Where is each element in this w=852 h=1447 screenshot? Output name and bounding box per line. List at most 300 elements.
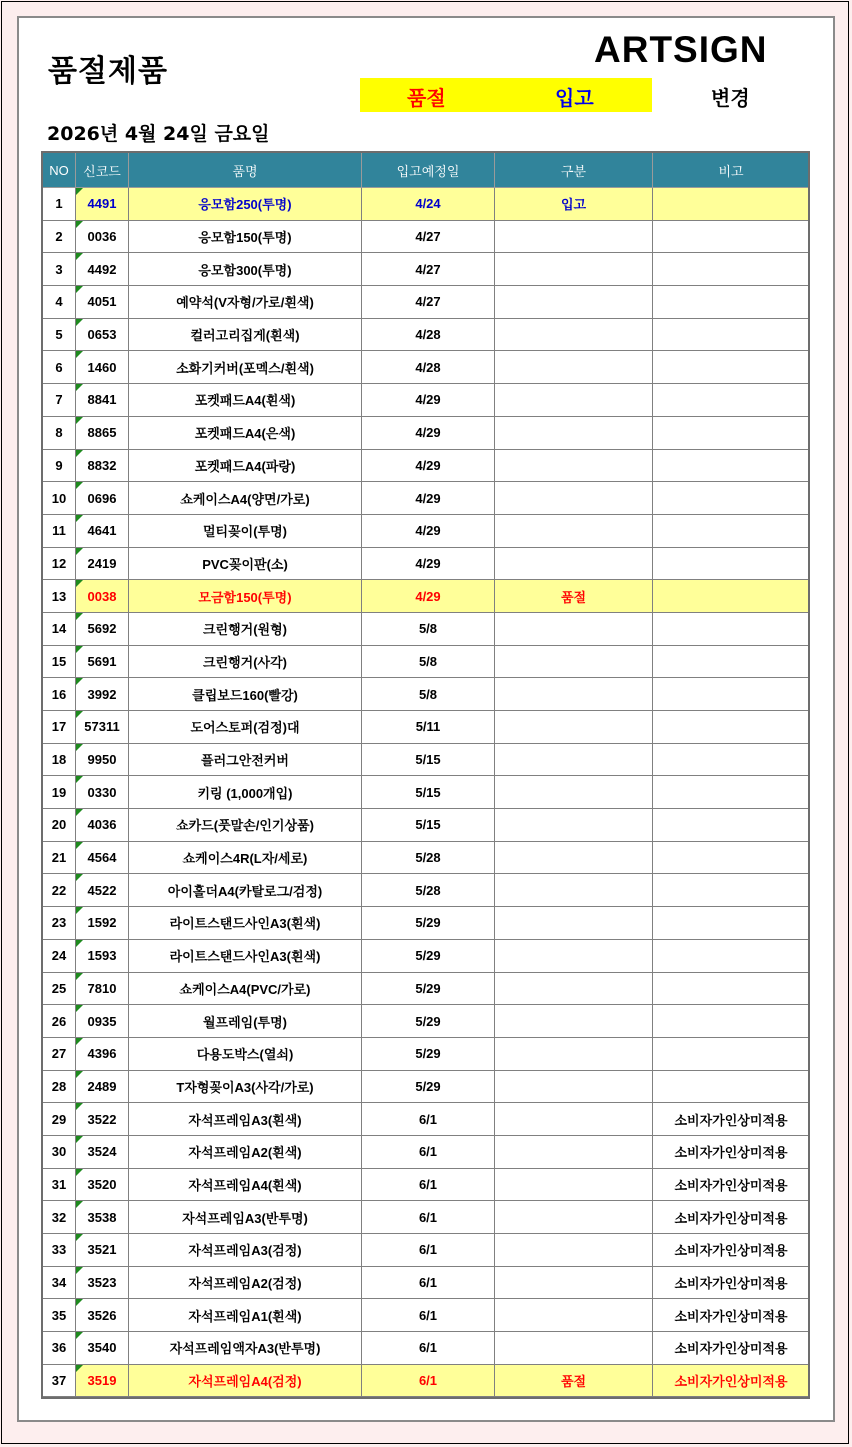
product-code-cell[interactable]: [76, 1168, 129, 1201]
note-cell[interactable]: [653, 645, 810, 678]
status-cell[interactable]: [495, 1037, 653, 1070]
expected-date-cell[interactable]: 4/29: [362, 449, 495, 482]
status-cell[interactable]: 품절: [495, 580, 653, 613]
row-number[interactable]: 20: [43, 809, 76, 842]
product-name-cell[interactable]: 라이트스탠드사인A3(흰색): [129, 939, 362, 972]
expected-date-cell[interactable]: 5/28: [362, 874, 495, 907]
product-code-cell[interactable]: [76, 743, 129, 776]
note-cell[interactable]: [653, 972, 810, 1005]
product-name-cell[interactable]: 크린행거(사각): [129, 645, 362, 678]
product-code-text: 1460: [87, 359, 117, 375]
table-row: [43, 220, 810, 253]
status-cell[interactable]: [495, 449, 653, 482]
product-code-text: 1593: [87, 948, 117, 964]
note-cell[interactable]: [653, 874, 810, 907]
status-cell[interactable]: [495, 809, 653, 842]
comment-indicator-icon: [76, 940, 83, 947]
product-name-cell[interactable]: 라이트스탠드사인A3(흰색): [129, 907, 362, 940]
status-cell[interactable]: 품절: [495, 1364, 653, 1397]
product-code-cell[interactable]: [76, 809, 129, 842]
page-title: 품절제품: [48, 54, 168, 89]
row-number[interactable]: 19: [43, 776, 76, 809]
status-cell[interactable]: [495, 1299, 653, 1332]
comment-indicator-icon: [76, 1201, 83, 1208]
note-cell[interactable]: [653, 612, 810, 645]
product-name-cell[interactable]: 크린행거(원형): [129, 612, 362, 645]
product-code-cell[interactable]: [76, 188, 129, 221]
product-name-cell[interactable]: 월프레임(투명): [129, 1005, 362, 1038]
product-code-cell[interactable]: [76, 1332, 129, 1365]
status-cell[interactable]: [495, 384, 653, 417]
note-cell[interactable]: 소비자가인상미적용: [653, 1201, 810, 1234]
product-code-cell[interactable]: [76, 482, 129, 515]
expected-date-cell[interactable]: 4/29: [362, 580, 495, 613]
table-row: [43, 743, 810, 776]
expected-date-cell[interactable]: 5/28: [362, 841, 495, 874]
table-row: [43, 645, 810, 678]
product-name-cell[interactable]: 예약석(V자형/가로/흰색): [129, 286, 362, 319]
note-cell[interactable]: [653, 220, 810, 253]
product-code-cell[interactable]: [76, 351, 129, 384]
status-cell[interactable]: [495, 1005, 653, 1038]
note-cell[interactable]: [653, 449, 810, 482]
product-code-text: 3520: [87, 1176, 117, 1192]
comment-indicator-icon: [76, 973, 83, 980]
status-cell[interactable]: [495, 1135, 653, 1168]
product-code-cell[interactable]: [76, 220, 129, 253]
comment-indicator-icon: [76, 351, 83, 358]
expected-date-cell[interactable]: 4/28: [362, 351, 495, 384]
product-code-text: 3540: [87, 1340, 117, 1356]
comment-indicator-icon: [76, 1299, 83, 1306]
note-cell[interactable]: 소비자가인상미적용: [653, 1168, 810, 1201]
product-code-cell[interactable]: [76, 1037, 129, 1070]
status-cell[interactable]: [495, 416, 653, 449]
table-row: [43, 711, 810, 744]
product-code-cell[interactable]: [76, 1299, 129, 1332]
product-name-cell[interactable]: 컬러고리집게(흰색): [129, 318, 362, 351]
status-cell[interactable]: [495, 743, 653, 776]
expected-date-cell[interactable]: 5/8: [362, 645, 495, 678]
product-code-cell[interactable]: [76, 1364, 129, 1397]
row-number[interactable]: 17: [43, 711, 76, 744]
row-number[interactable]: 33: [43, 1234, 76, 1267]
product-name-cell[interactable]: 다용도박스(열쇠): [129, 1037, 362, 1070]
table-row: [43, 1168, 810, 1201]
note-cell[interactable]: [653, 776, 810, 809]
product-name-cell[interactable]: 쇼카드(풋말손/인기상품): [129, 809, 362, 842]
product-code-text: 0330: [87, 784, 117, 800]
product-code-cell[interactable]: [76, 678, 129, 711]
product-code-cell[interactable]: [76, 253, 129, 286]
table-row: [43, 286, 810, 319]
note-cell[interactable]: [653, 514, 810, 547]
row-number[interactable]: 26: [43, 1005, 76, 1038]
product-code-cell[interactable]: [76, 1005, 129, 1038]
product-code-text: 4641: [87, 523, 117, 539]
expected-date-cell[interactable]: 6/1: [362, 1234, 495, 1267]
expected-date-cell[interactable]: 6/1: [362, 1135, 495, 1168]
status-cell[interactable]: [495, 1234, 653, 1267]
product-code-text: 0036: [87, 229, 117, 245]
product-code-text: 3538: [87, 1209, 117, 1225]
product-name-cell[interactable]: 자석프레임A3(흰색): [129, 1103, 362, 1136]
product-name-cell[interactable]: 쇼케이스A4(양면/가로): [129, 482, 362, 515]
comment-indicator-icon: [76, 1332, 83, 1339]
status-cell[interactable]: [495, 514, 653, 547]
expected-date-cell[interactable]: 4/28: [362, 318, 495, 351]
expected-date-cell[interactable]: 6/1: [362, 1364, 495, 1397]
product-name-cell[interactable]: 멀티꽂이(투명): [129, 514, 362, 547]
status-cell[interactable]: [495, 482, 653, 515]
product-name-cell[interactable]: 자석프레임A2(검정): [129, 1266, 362, 1299]
row-number[interactable]: 25: [43, 972, 76, 1005]
product-code-cell[interactable]: [76, 874, 129, 907]
note-cell[interactable]: 소비자가인상미적용: [653, 1266, 810, 1299]
table-row: [43, 612, 810, 645]
expected-date-cell[interactable]: 4/29: [362, 384, 495, 417]
product-name-cell[interactable]: 소화기커버(포멕스/흰색): [129, 351, 362, 384]
product-name-cell[interactable]: 자석프레임A3(검정): [129, 1234, 362, 1267]
status-cell[interactable]: [495, 547, 653, 580]
note-cell[interactable]: [653, 547, 810, 580]
product-name-cell[interactable]: T자형꽂이A3(사각/가로): [129, 1070, 362, 1103]
product-code-text: 0935: [87, 1013, 117, 1029]
note-cell[interactable]: 소비자가인상미적용: [653, 1103, 810, 1136]
product-code-text: 4564: [87, 850, 117, 866]
product-code-text: 3992: [87, 686, 117, 702]
note-cell[interactable]: [653, 841, 810, 874]
product-code-text: 3521: [87, 1242, 117, 1258]
product-name-cell[interactable]: PVC꽂이판(소): [129, 547, 362, 580]
product-name-cell[interactable]: 아이홀더A4(카탈로그/검정): [129, 874, 362, 907]
expected-date-cell[interactable]: 4/29: [362, 547, 495, 580]
product-code-cell[interactable]: [76, 972, 129, 1005]
product-code-cell[interactable]: [76, 384, 129, 417]
status-cell[interactable]: [495, 939, 653, 972]
product-code-cell[interactable]: [76, 645, 129, 678]
expected-date-cell[interactable]: 5/11: [362, 711, 495, 744]
row-number[interactable]: 11: [43, 514, 76, 547]
note-cell[interactable]: [653, 1037, 810, 1070]
row-number[interactable]: 9: [43, 449, 76, 482]
expected-date-cell[interactable]: 5/29: [362, 972, 495, 1005]
product-name-cell[interactable]: 도어스토퍼(검정)대: [129, 711, 362, 744]
expected-date-cell[interactable]: 6/1: [362, 1299, 495, 1332]
row-number[interactable]: 23: [43, 907, 76, 940]
status-cell[interactable]: [495, 972, 653, 1005]
comment-indicator-icon: [76, 1103, 83, 1110]
expected-date-cell[interactable]: 6/1: [362, 1201, 495, 1234]
expected-date-cell[interactable]: 4/27: [362, 286, 495, 319]
product-code-cell[interactable]: [76, 776, 129, 809]
expected-date-cell[interactable]: 5/15: [362, 776, 495, 809]
status-cell[interactable]: 입고: [495, 188, 653, 221]
row-number[interactable]: 14: [43, 612, 76, 645]
row-number[interactable]: 7: [43, 384, 76, 417]
table-row: [43, 1332, 810, 1365]
product-code-cell[interactable]: [76, 547, 129, 580]
note-cell[interactable]: [653, 482, 810, 515]
product-code-cell[interactable]: [76, 1234, 129, 1267]
expected-date-cell[interactable]: 4/29: [362, 482, 495, 515]
table-row: [43, 253, 810, 286]
expected-date-cell[interactable]: 5/8: [362, 612, 495, 645]
row-number[interactable]: 24: [43, 939, 76, 972]
comment-indicator-icon: [76, 1365, 83, 1372]
product-code-cell[interactable]: [76, 939, 129, 972]
note-cell[interactable]: [653, 188, 810, 221]
status-cell[interactable]: [495, 1168, 653, 1201]
row-number[interactable]: 5: [43, 318, 76, 351]
status-cell[interactable]: [495, 678, 653, 711]
note-cell[interactable]: [653, 384, 810, 417]
row-number[interactable]: 15: [43, 645, 76, 678]
comment-indicator-icon: [76, 417, 83, 424]
product-name-cell[interactable]: 자석프레임A4(흰색): [129, 1168, 362, 1201]
status-cell[interactable]: [495, 286, 653, 319]
note-cell[interactable]: [653, 809, 810, 842]
table-row: [43, 580, 810, 613]
status-cell[interactable]: [495, 612, 653, 645]
expected-date-cell[interactable]: 5/8: [362, 678, 495, 711]
comment-indicator-icon: [76, 613, 83, 620]
row-number[interactable]: 34: [43, 1266, 76, 1299]
row-number[interactable]: 4: [43, 286, 76, 319]
product-name-cell[interactable]: 응모함300(투명): [129, 253, 362, 286]
product-name-cell[interactable]: 포켓패드A4(은색): [129, 416, 362, 449]
comment-indicator-icon: [76, 1038, 83, 1045]
comment-indicator-icon: [76, 842, 83, 849]
header-expected-date: 입고예정일: [362, 153, 495, 188]
expected-date-cell[interactable]: 4/29: [362, 514, 495, 547]
row-number[interactable]: 36: [43, 1332, 76, 1365]
table-row: [43, 907, 810, 940]
product-code-text: 4396: [87, 1046, 117, 1062]
status-cell[interactable]: [495, 874, 653, 907]
row-number[interactable]: 12: [43, 547, 76, 580]
row-number[interactable]: 21: [43, 841, 76, 874]
row-number[interactable]: 30: [43, 1135, 76, 1168]
comment-indicator-icon: [76, 711, 83, 718]
product-name-cell[interactable]: 포켓패드A4(흰색): [129, 384, 362, 417]
product-code-text: 4492: [87, 261, 117, 277]
table-row: [43, 547, 810, 580]
product-code-text: 8832: [87, 457, 117, 473]
product-name-cell[interactable]: 모금함150(투명): [129, 580, 362, 613]
expected-date-cell[interactable]: 5/29: [362, 907, 495, 940]
expected-date-cell[interactable]: 4/27: [362, 220, 495, 253]
product-code-cell[interactable]: [76, 449, 129, 482]
table-row: [43, 318, 810, 351]
status-cell[interactable]: [495, 1201, 653, 1234]
table-row: [43, 841, 810, 874]
status-cell[interactable]: [495, 1070, 653, 1103]
row-number[interactable]: 22: [43, 874, 76, 907]
note-cell[interactable]: [653, 939, 810, 972]
product-name-cell[interactable]: 응모함150(투명): [129, 220, 362, 253]
note-cell[interactable]: [653, 253, 810, 286]
row-number[interactable]: 18: [43, 743, 76, 776]
product-name-cell[interactable]: 자석프레임액자A3(반투명): [129, 1332, 362, 1365]
product-code-text: 4491: [87, 196, 117, 212]
product-code-cell[interactable]: [76, 711, 129, 744]
row-number[interactable]: 13: [43, 580, 76, 613]
product-name-cell[interactable]: 포켓패드A4(파랑): [129, 449, 362, 482]
note-cell[interactable]: [653, 580, 810, 613]
product-code-text: 5692: [87, 621, 117, 637]
expected-date-cell[interactable]: 4/29: [362, 416, 495, 449]
header-product-name: 품명: [129, 153, 362, 188]
status-cell[interactable]: [495, 645, 653, 678]
expected-date-cell[interactable]: 6/1: [362, 1332, 495, 1365]
product-name-cell[interactable]: 자석프레임A3(반투명): [129, 1201, 362, 1234]
row-number[interactable]: 35: [43, 1299, 76, 1332]
expected-date-cell[interactable]: 5/29: [362, 1037, 495, 1070]
product-code-cell[interactable]: [76, 1070, 129, 1103]
product-code-cell[interactable]: [76, 514, 129, 547]
product-name-cell[interactable]: 응모함250(투명): [129, 188, 362, 221]
product-code-cell[interactable]: [76, 580, 129, 613]
table-row: [43, 972, 810, 1005]
row-number[interactable]: 1: [43, 188, 76, 221]
header-code: 신코드: [76, 153, 129, 188]
row-number[interactable]: 29: [43, 1103, 76, 1136]
legend-restocked: 입고: [555, 86, 594, 110]
table-row: [43, 514, 810, 547]
comment-indicator-icon: [76, 1071, 83, 1078]
note-cell[interactable]: [653, 1005, 810, 1038]
legend-sold-out: 품절: [407, 86, 446, 110]
product-code-text: 3523: [87, 1275, 117, 1291]
note-cell[interactable]: [653, 286, 810, 319]
product-code-text: 8865: [87, 425, 117, 441]
status-cell[interactable]: [495, 841, 653, 874]
product-name-cell[interactable]: 키링 (1,000개입): [129, 776, 362, 809]
row-number[interactable]: 3: [43, 253, 76, 286]
product-name-cell[interactable]: 클립보드160(빨강): [129, 678, 362, 711]
product-code-cell[interactable]: [76, 286, 129, 319]
status-cell[interactable]: [495, 907, 653, 940]
product-code-text: 2419: [87, 555, 117, 571]
note-cell[interactable]: [653, 678, 810, 711]
product-code-text: 8841: [87, 392, 117, 408]
status-cell[interactable]: [495, 1103, 653, 1136]
row-number[interactable]: 6: [43, 351, 76, 384]
product-code-text: 3524: [87, 1144, 117, 1160]
expected-date-cell[interactable]: 4/24: [362, 188, 495, 221]
legend-highlight-box: [360, 78, 652, 112]
note-cell[interactable]: [653, 1070, 810, 1103]
comment-indicator-icon: [76, 548, 83, 555]
expected-date-cell[interactable]: 4/27: [362, 253, 495, 286]
product-code-cell[interactable]: [76, 1135, 129, 1168]
comment-indicator-icon: [76, 515, 83, 522]
product-name-cell[interactable]: 자석프레임A4(검정): [129, 1364, 362, 1397]
comment-indicator-icon: [76, 253, 83, 260]
table-row: [43, 449, 810, 482]
product-code-cell[interactable]: [76, 1201, 129, 1234]
expected-date-cell[interactable]: 5/29: [362, 1005, 495, 1038]
status-cell[interactable]: [495, 1332, 653, 1365]
status-cell[interactable]: [495, 220, 653, 253]
product-code-text: 4036: [87, 817, 117, 833]
product-code-text: 4051: [87, 294, 117, 310]
note-cell[interactable]: [653, 907, 810, 940]
table-row: [43, 1103, 810, 1136]
product-code-cell[interactable]: [76, 907, 129, 940]
product-code-cell[interactable]: [76, 318, 129, 351]
header-no: NO: [43, 153, 76, 188]
row-number[interactable]: 32: [43, 1201, 76, 1234]
note-cell[interactable]: [653, 711, 810, 744]
row-number[interactable]: 8: [43, 416, 76, 449]
note-cell[interactable]: 소비자가인상미적용: [653, 1135, 810, 1168]
status-cell[interactable]: [495, 351, 653, 384]
row-number[interactable]: 27: [43, 1037, 76, 1070]
product-name-cell[interactable]: 쇼케이스4R(L자/세로): [129, 841, 362, 874]
product-code-cell[interactable]: [76, 1103, 129, 1136]
status-cell[interactable]: [495, 318, 653, 351]
status-cell[interactable]: [495, 711, 653, 744]
table-row: [43, 874, 810, 907]
row-number[interactable]: 16: [43, 678, 76, 711]
product-code-cell[interactable]: [76, 1266, 129, 1299]
note-cell[interactable]: [653, 743, 810, 776]
table-row: [43, 1070, 810, 1103]
comment-indicator-icon: [76, 384, 83, 391]
product-code-text: 57311: [84, 719, 120, 735]
product-name-cell[interactable]: 쇼케이스A4(PVC/가로): [129, 972, 362, 1005]
status-cell[interactable]: [495, 1266, 653, 1299]
expected-date-cell[interactable]: 6/1: [362, 1168, 495, 1201]
note-cell[interactable]: 소비자가인상미적용: [653, 1364, 810, 1397]
note-cell[interactable]: 소비자가인상미적용: [653, 1234, 810, 1267]
expected-date-cell[interactable]: 5/15: [362, 743, 495, 776]
status-cell[interactable]: [495, 253, 653, 286]
note-cell[interactable]: [653, 351, 810, 384]
note-cell[interactable]: [653, 416, 810, 449]
status-cell[interactable]: [495, 776, 653, 809]
expected-date-cell[interactable]: 6/1: [362, 1103, 495, 1136]
expected-date-cell[interactable]: 5/29: [362, 939, 495, 972]
comment-indicator-icon: [76, 188, 83, 195]
product-code-text: 2489: [87, 1078, 117, 1094]
row-number[interactable]: 31: [43, 1168, 76, 1201]
expected-date-cell[interactable]: 5/15: [362, 809, 495, 842]
note-cell[interactable]: [653, 318, 810, 351]
product-code-cell[interactable]: [76, 612, 129, 645]
product-code-cell[interactable]: [76, 416, 129, 449]
product-code-text: 7810: [87, 980, 117, 996]
product-code-cell[interactable]: [76, 841, 129, 874]
brand-logo: ARTSIGN: [594, 29, 768, 70]
product-code-text: 0038: [87, 588, 117, 604]
product-name-cell[interactable]: 자석프레임A1(흰색): [129, 1299, 362, 1332]
product-name-cell[interactable]: 플러그안전커버: [129, 743, 362, 776]
row-number[interactable]: 28: [43, 1070, 76, 1103]
row-number[interactable]: 37: [43, 1364, 76, 1397]
expected-date-cell[interactable]: 5/29: [362, 1070, 495, 1103]
expected-date-cell[interactable]: 6/1: [362, 1266, 495, 1299]
row-number[interactable]: 2: [43, 220, 76, 253]
comment-indicator-icon: [76, 646, 83, 653]
comment-indicator-icon: [76, 1136, 83, 1143]
product-name-cell[interactable]: 자석프레임A2(흰색): [129, 1135, 362, 1168]
note-cell[interactable]: 소비자가인상미적용: [653, 1332, 810, 1365]
note-cell[interactable]: 소비자가인상미적용: [653, 1299, 810, 1332]
row-number[interactable]: 10: [43, 482, 76, 515]
